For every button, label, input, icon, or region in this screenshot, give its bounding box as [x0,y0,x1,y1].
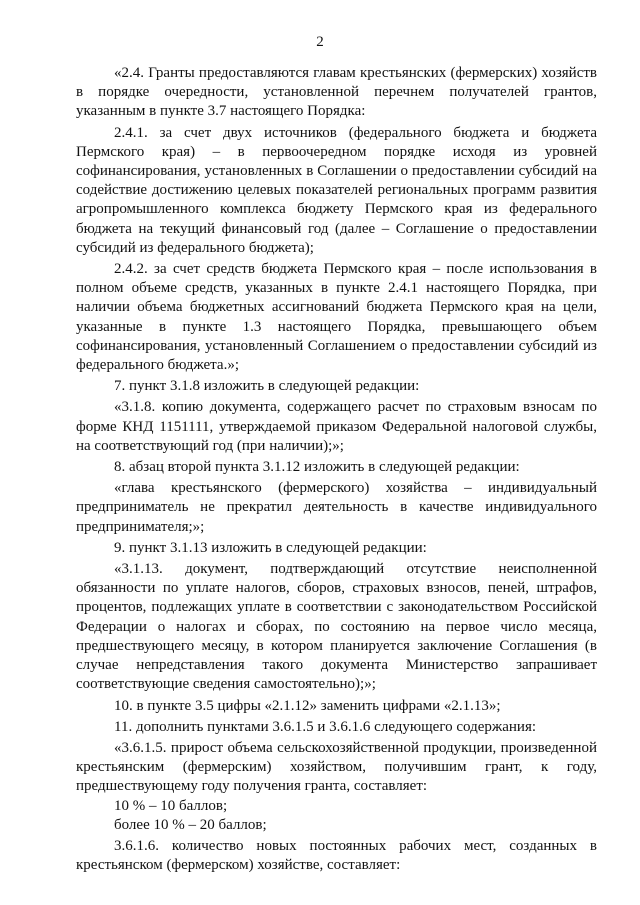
paragraph-3-1-13: «3.1.13. документ, подтверждающий отсутствие неисполненной обязанности по уплате налогов, сборов, страховых взносов, пеней, штрафов, процентов, подлежащих уплате в соответствии с законодательством Российской Федерации о налогах и сборах, по состоянию на первое число месяца, предшествующего месяцу, в котором планируется заключение Соглашения (в случае непредставления такого документа Министерство запрашивает соответствующие сведения самостоятельно);»; [76,561,597,693]
paragraph-3-1-8: «3.1.8. копию документа, содержащего расчет по страховым взносам по форме КНД 1151111, утверждаемой приказом Федеральной налоговой службы, на соответствующий год (при наличии);»; [76,399,597,454]
paragraph-2-4-1: 2.4.1. за счет двух источников (федерального бюджета и бюджета Пермского края) – в первоочередном порядке исходя из уровней софинансирования, установленных в Соглашении о предоставлении субсидий на содействие достижению целевых показателей региональных программ развития агропромышленного комплекса бюджету Пермского края из федерального бюджета на текущий финансовый год (далее – Соглашение о предоставлении субсидий из федерального бюджета); [76,124,597,256]
score-line-10-percent: 10 % – 10 баллов; [114,797,228,814]
paragraph-item-7: 7. пункт 3.1.8 изложить в следующей редакции: [114,378,420,395]
paragraph-2-4: «2.4. Гранты предоставляются главам крестьянских (фермерских) хозяйств в порядке очередности, установленной перечнем получателей грантов, указанным в пункте 3.7 настоящего Порядка: [76,65,597,120]
paragraph-3-6-1-6: 3.6.1.6. количество новых постоянных рабочих мест, созданных в крестьянском (фермерском) хозяйстве, составляет: [76,837,597,874]
paragraph-item-10: 10. в пункте 3.5 цифры «2.1.12» заменить цифрами «2.1.13»; [114,697,501,714]
paragraph-head-statement: «глава крестьянского (фермерского) хозяйства – индивидуальный предприниматель не прекратил деятельность в качестве индивидуального предпринимателя;»; [76,480,597,535]
paragraph-2-4-2: 2.4.2. за счет средств бюджета Пермского края – после использования в полном объеме средств, указанных в пункте 2.4.1 настоящего Порядка, при наличии объема бюджетных ассигнований бюджета Пермского края на цели, указанные в пункте 1.3 настоящего Порядка, превышающего объем софинансирования, установленный Соглашением о предоставлении субсидий из федерального бюджета.»; [76,261,597,374]
paragraph-item-8: 8. абзац второй пункта 3.1.12 изложить в следующей редакции: [114,459,520,476]
document-body [76,64,597,875]
paragraph-item-11: 11. дополнить пунктами 3.6.1.5 и 3.6.1.6 следующего содержания: [114,718,537,735]
paragraph-3-6-1-5: «3.6.1.5. прирост объема сельскохозяйственной продукции, произведенной крестьянским (фермерским) хозяйством, получившим грант, к году, предшествующему году получения гранта, составляет: [76,739,597,795]
score-line-over-10-percent: более 10 % – 20 баллов; [114,816,267,833]
paragraph-item-9: 9. пункт 3.1.13 изложить в следующей редакции: [114,539,427,556]
page-number: 2 [316,34,324,50]
